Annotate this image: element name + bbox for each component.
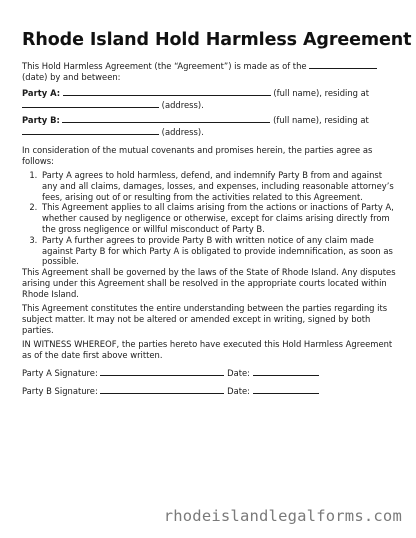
- party-a-signature-blank: [100, 367, 224, 376]
- party-b-label: Party B:: [22, 115, 60, 125]
- party-a-signature-line: [22, 367, 398, 379]
- party-b-address-text: (address).: [161, 126, 204, 137]
- intro-text-end: (date) by and between:: [22, 71, 121, 82]
- footer-watermark: rhodeislandlegalforms.com: [163, 507, 402, 525]
- party-b-address-blank: [22, 126, 159, 135]
- party-a-line: [22, 87, 398, 111]
- party-b-signature-line: [22, 385, 398, 397]
- party-a-address-blank: [22, 99, 159, 108]
- clause-list: [22, 170, 398, 267]
- party-a-label: Party A:: [22, 88, 61, 98]
- clause-item: 1. Party A agrees to hold harmless, defend, and indemnify Party B from and against any and all claims, damages, losses, and expenses, including reasonable attorney’s fees, arising out of or resulting from the activities related to this Agreement.: [40, 170, 398, 202]
- document-title: Rhode Island Hold Harmless Agreement: [22, 30, 412, 50]
- date-blank: [309, 60, 377, 69]
- party-b-signature-label: Party B Signature:: [22, 386, 98, 396]
- governing-law-paragraph: This Agreement shall be governed by the laws of the State of Rhode Island. Any disputes arising under this Agreement shall be resolved in the appropriate courts located within Rhode Island.: [22, 267, 396, 299]
- consideration-paragraph: In consideration of the mutual covenants and promises herein, the parties agree as follows:: [22, 145, 373, 166]
- party-a-address-text: (address).: [161, 99, 204, 110]
- intro-text: This Hold Harmless Agreement (the “Agreement”) is made as of the: [22, 61, 307, 71]
- party-b-date-label: Date:: [227, 386, 250, 396]
- party-a-date-blank: [253, 367, 319, 376]
- party-b-line: [22, 114, 398, 138]
- intro-paragraph: [22, 60, 398, 83]
- party-b-date-blank: [253, 385, 319, 394]
- witness-paragraph: IN WITNESS WHEREOF, the parties hereto have executed this Hold Harmless Agreement as of the date first above written.: [22, 339, 393, 360]
- party-a-full-name-text: (full name), residing at: [273, 88, 370, 98]
- party-b-full-name-text: (full name), residing at: [273, 115, 369, 125]
- clause-item: 3. Party A further agrees to provide Party B with written notice of any claim made against Party B for which Party A is obligated to provide indemnification, as soon as possible.: [40, 235, 398, 267]
- clause-item: 2. This Agreement applies to all claims arising from the actions or inactions of Party A, whether caused by negligence or otherwise, except for claims arising directly from the gross negligence or willful misconduct of Party B.: [40, 202, 398, 234]
- party-b-signature-blank: [100, 385, 224, 394]
- party-a-name-blank: [63, 87, 271, 96]
- party-b-name-blank: [62, 114, 270, 123]
- party-a-signature-label: Party A Signature:: [22, 368, 98, 378]
- entire-agreement-paragraph: This Agreement constitutes the entire understanding between the parties regarding its subject matter. It may not be altered or amended except in writing, signed by both parties.: [22, 303, 388, 335]
- party-a-date-label: Date:: [227, 368, 250, 378]
